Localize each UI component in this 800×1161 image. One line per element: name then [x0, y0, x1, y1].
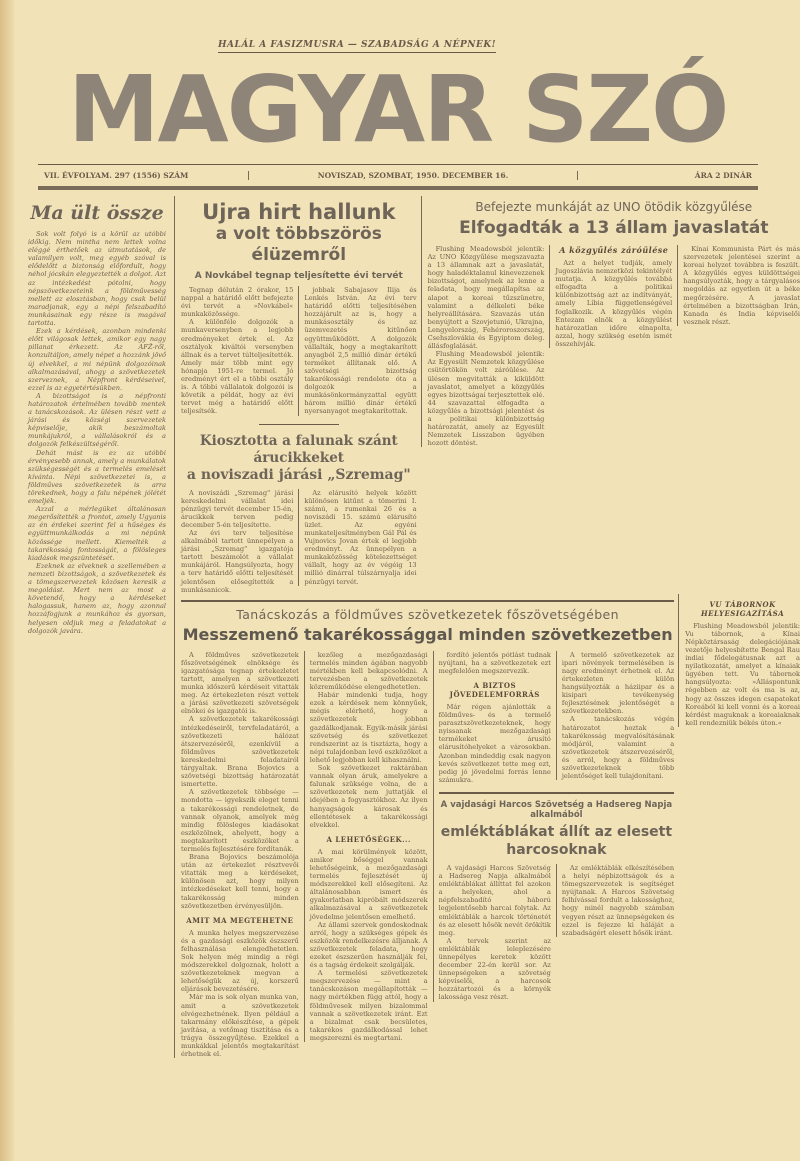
paragraph: A tervek szerint az emléktáblák leleplezésére ünnepélyes keretek között december 22-én kerül sor. Az ünnepségeken a szövetség képviselői, a harcosok hozzátartozói és a környék lakossága vesz részt.: [438, 936, 551, 1002]
paragraph: fordító jelentős pótlást tudnak nyújtani, ha a szövetkezetek ezt megfelelően megszervezik.: [438, 650, 551, 675]
memorial-body: [439, 864, 675, 1002]
paragraph: A munka helyes megszervezése és a gazdasági eszközök észszerű felhasználása elengedhetetlen. Sok helyen még mindig a régi módszerekkel dolgoznak, holott a szövetkezeteknek megvan a lehetőségük az új, korszerű eljárások bevezetésére.: [181, 928, 299, 994]
lehetosegek-subhead: A LEHETŐSÉGEK...: [326, 834, 411, 844]
uno-col2: [549, 245, 672, 348]
paragraph: A tanácskozás végén határozatot hoztak a takarékosság megvalósításának módjáról, valamint a szövetkezetek átszervezéséről, és arról, hogy a földműves szövetkezeteknek több jelentőséget kell tulajdonítani.: [561, 715, 675, 781]
center-deck: A Novkábel tegnap teljesítette évi tervét: [194, 271, 403, 281]
vu-subhead: VU TÁBORNOK HELYESIGAZÍTÁSA: [701, 599, 785, 618]
cooperative-col34: [433, 651, 675, 1002]
divider: [439, 792, 675, 794]
cooperative-col3-top: [439, 651, 551, 675]
paragraph: Már régen ajánlották a földműves- és a termelő parasztszövetkezeteknek, hogy nyissanak mezőgazdasági termékeket árusító elárusítóhelyeket a városokban. Azonban mindeddig csak nagyon kevés szövetkezet tette meg ezt, pedig jó jövedelmi forrás lenne számukra.: [438, 703, 551, 784]
kiosztotta-body: [181, 489, 417, 594]
paragraph: Sok volt folyó is a körül az utóbbi időkig. Nem mintha nem lettek volna eléggé érthetőek az útmutatások, de valamilyen volt, meg egyéb szóval is elődelőtt a biztonság előfordult, hogy néhol jócskán elegyeztették a dolgot. Azt az intézkedést pótolni, hogy népszövetkezeteink a földművesség mellett az elosztásban, hogy csak belül maradjanak, egy a népi felszabadító munkásainak egy része is magával tartotta.: [28, 230, 166, 328]
dateline: [38, 164, 758, 190]
paragraph: Ezek a kérdések, azonban mindenki előtt világosak lettek, amikor egy nagy pillanat érkezett. Az AFŽ-ről, konzultáljon, amely népet a hozzánk jövő új elvekkel, a mi népünk dolgozóinak alkalmazásával, ahogy a szövetkezetek szerveznek, a Népfront kérdéseivel, ezzel is az egyetértésükben.: [28, 327, 166, 392]
paragraph: jobbak Sabajasov Ilija és Lenkés István. Az évi terv határidő előtti teljesítésében hozzájárult az is, hogy a munkásosztály és az üzemvezetés kitűnően együttműködött. A dolgozók vállalták, hogy a megtakarított anyagból 2,5 millió dinár értékű terméket állítanak elő. A szövetségi bizottság takarékossági rendelete óta a dolgozók a munkásönkormányzattal együtt három millió dinár értékű nyersanyagot megtakarítottak.: [304, 286, 417, 416]
kiosztotta-headline-1: Kiosztotta a falunak szánt árucikkeket: [199, 432, 398, 466]
paragraph: Sok szövetkezet raktárában vannak olyan áruk, amelyekre a falunak szüksége volna, de a szövetkezetek nem juttatják el idejében a fogyasztókhoz. Az ilyen hanyagságok károsak és ellentétesek a takarékossági elvekkel.: [309, 764, 428, 829]
memorial-kicker: A vajdasági Harcos Szövetség a Hadsereg Napja alkalmából: [440, 799, 673, 820]
center-headline-2: a volt többszörös élüzemről: [215, 224, 382, 265]
left-column: [28, 196, 166, 635]
masthead: [28, 0, 772, 196]
left-article-body: [28, 230, 166, 635]
paragraph: Az elárusító helyek között különösen kitűnt a tömerini I. számú, a rumenkai 26 és a noviszádi 15. számú elárusító üzlet. Az egyéni munkateljesítményben Gál Pál és Vujnovics Jovan értek el legjobb eredményt. Az ünnepélyen a munkaközösség kötelezettséget vállalt, hogy az év végéig 13 millió dinárral túlszárnyalja idei pénzügyi tervét.: [304, 488, 417, 586]
uno-subhead: A közgyűlés záróülése: [559, 245, 669, 255]
bottom-row: [175, 594, 800, 1059]
divider: [181, 600, 674, 602]
cooperative-col34-body: [439, 651, 675, 784]
memorial-headline: emléktáblákat állít az elesett harcosoknak: [440, 823, 673, 858]
paragraph: Az állami szervek gondoskodnak arról, hogy a szükséges gépek és eszközök rendelkezésre álljanak. A szövetkezetek feladata, hogy ezeket észszerűen használják fel, és a tagság érdekeit szolgálják.: [309, 920, 428, 970]
cooperative-body: [181, 651, 674, 1059]
center-headline-1: Ujra hirt hallunk: [202, 200, 396, 224]
paragraph: Flushing Meadowsból jelentik: Az UNO Közgyűlése megszavazta a 13 államnak azt a javaslatát, hogy haladéktalanul kinevezzenek bizottságot, amelynek az lenne a feladata, hogy megállapítsa az alapot a koreai tűzszünetre, valamint a délkeleti béke helyreállítására. Szavazás után benyújtott a Szovjetunió, Ukrajna, Lengyelország, Fehéroroszország, Csehszlovákia és Egyiptom deleg. állásfoglalását.: [427, 245, 545, 351]
uno-col2-body: [555, 259, 672, 348]
memorial-col1: [439, 864, 551, 1002]
cooperative-col4: [556, 651, 674, 781]
uno-body: [428, 245, 800, 447]
left-headline: Ma ült össze: [30, 202, 164, 224]
paragraph: Az évi terv teljesítése alkalmából tartott ünnepélyen a járási „Szremag" igazgatója tartott beszámolót a vállalat munkájáról. Hangsúlyozta, hogy a terv határidő előtti teljesítését jelentősen elősegítették a munkásanicok.: [181, 528, 294, 594]
price: ÁRA 2 DINÁR: [694, 171, 752, 180]
center-article-body: [181, 286, 417, 416]
kiosztotta-col2: [298, 489, 416, 586]
masthead-title-second: SZÓ: [522, 56, 728, 163]
cooperative-col1: [181, 651, 299, 1059]
volume-number: VII. ÉVFOLYAM. 297 (1556) SZÁM: [44, 171, 189, 180]
paragraph: A szövetkezetek takarékossági intézkedéseiről, tervfeladatáról, a szövetkezeti hálózat átszervezéséről, ezenkívül a földműves szövetkezetek kereskedelmi feladatairól tárgyaltak. Brana Bojovics a szövetségi bizottság határozatát ismertette.: [181, 715, 299, 789]
paragraph: A termelési szövetkezetek megszervezése — mint a tanácskozáson megállapították — nagy mértékben függ attól, hogy a földművesek milyen bizalommal vannak a szövetkezetek iránt. Ezt a bizalmat csak becsületes, takarékos gazdálkodással lehet megszerezni és megtartani.: [309, 969, 428, 1042]
main-area: [174, 196, 800, 1058]
cooperative-kicker: Tanácskozás a földműves szövetkezetek főszövetségében: [236, 606, 619, 622]
cooperative-col3: [439, 651, 551, 784]
paragraph: Flushing Meadowsból jelentik: Vu tábornok, a Kínai Népköztársaság delegációjának vezetője helyesbítette Bengal Rau indiai fődelegátusnak azt a nyilatkozatát, amelyet a kínaiak ügyében tett. Vu tábornok hangsúlyozta: »Álláspontunk régebben az volt és ma is az, hogy az összes idegen csapatokat Koreából ki kell vonni és a koreai kérdést maguknak a koreaiaknak kell rendezniük békés úton.«: [685, 621, 800, 727]
paragraph: A földműves szövetkezetek főszövetségének elnöksége és igazgatósága tegnap értekezletet tartott, amelyen a szövetkezeti munka időszerű kérdéseit vitatták meg. Az értekezleten részt vettek a járási szövetkezeti szövetségek elnökei és igazgatói is.: [181, 650, 299, 716]
paragraph: Kínai Kommunista Párt és más szervezetek jelentései szerint a koreai helyzet továbbra is feszült. A közgyűlés egyes küldöttségei hangsúlyozták, hogy a tárgyalásos megoldás az egyetlen út a béke megőrzésére. A javaslat értelmében a bizottságban Irán, Kanada és India képviselői vesznek részt.: [683, 245, 800, 326]
paragraph: A termelő szövetkezetek az ipari növények termelésében is nagy eredményt érhetnek el. Az értekezleten külön hangsúlyozták a háziipar és a kisipari tevékenység fejlesztésének jelentőségét a szövetkezetekben.: [561, 650, 675, 716]
paragraph: A szövetkezetek többsége — mondotta — igyekszik eleget tenni a takarékossági rendeletnek, de vannak olyanok, amelyek még mindig fölösleges kiadásokat eszközölnek, ahelyett, hogy a megtakarított eszközöket a termelés fejlesztésére fordítanák.: [181, 788, 299, 853]
uno-column: [421, 196, 800, 447]
center-article-col1: [181, 286, 293, 416]
uno-kicker: Befejezte munkáját az UNO ötödik közgyűlése: [475, 200, 753, 214]
cooperative-area: [175, 594, 678, 1059]
paragraph: Ezeknek az elveknek a szellemében a nemzeti bizottságok, a szövetkezetek és a tömegszervezetek közösen keresik a megoldást. Mert nem az most a követendő, hogy a kérdéseket halogassuk, hanem az, hogy azonnal hozzáfogjunk a munkához és gyorsan, helyesen oldjuk meg a feladatokat a dolgozók javára.: [28, 561, 166, 635]
uno-col3: [677, 245, 800, 326]
divider: [259, 424, 339, 425]
kiosztotta-col1: [181, 489, 293, 594]
cooperative-col1-body: [181, 651, 299, 910]
cooperative-col3-body: [439, 703, 551, 784]
place-date: NOVISZAD, SZOMBAT, 1950. DECEMBER 16.: [248, 171, 578, 180]
top-row: [175, 196, 800, 594]
paragraph: Habár mindenki tudja, hogy ezek a kérdések nem könnyűek, mégis elérhető, hogy a szövetkezetek jobban gazdálkodjanak. Egyik-másik járási szövetség és szövetkezet rendszerint az is tisztázta, hogy a népi tulajdonban levő eszközöket a lehető legjobban kell kihasználni.: [309, 691, 428, 764]
biztos-subhead: A BIZTOS JÖVEDELEMFORRÁS: [449, 681, 540, 699]
paragraph: Azzal a mérlegüket általánosan megerősítették a frontot, amely Ugyanis az én érdekei szerint fel a hűséges és együttmunkálkodás a mi népünk közössége mellett. Kiemelték a takarékosság fontosságát, a fölösleges kiadások megszüntetését.: [28, 505, 166, 562]
uno-col1: [428, 245, 545, 447]
amit-subhead: AMIT MA MEGTEHETNE: [186, 915, 294, 925]
paragraph: Már ma is sok olyan munka van, amit a szövetkezetek elvégezhetnének. Ilyen például a takarmány előkészítése, a gépek javítása, a vetőmag tisztítása és a trágya összegyűjtése. Ezekkel a munkákkal jelentős megtakarítást érhetnek el.: [181, 993, 299, 1059]
paragraph: Tegnap délután 2 órakor, 15 nappal a határidő előtt befejezte évi tervét a »Novkábel« munkaközössége.: [181, 286, 294, 319]
center-column: [175, 196, 421, 594]
paragraph: Brana Bojovics beszámolója után az értekezlet résztvevői vitatták meg a kérdéseket, különösen azt, hogy milyen intézkedéseket kell tenni, hogy a takarékosság minden szövetkezetben érvényesüljön.: [181, 853, 299, 910]
vu-article-body: [685, 622, 800, 727]
cooperative-col1b: [181, 929, 299, 1059]
masthead-motto: HALÁL A FASIZMUSRA — SZABADSÁG A NÉPNEK!: [218, 40, 496, 53]
memorial-col2: [556, 864, 674, 937]
paragraph: Dehát mást is ez az utóbbi érvényesebb annak, amely a munkálatok szükségességét és a termelés emelését kívánta. Népi szövetkezetei is, a földműves szövetkezetek is arra törekednek, hogy a falu népének jólétét emeljék.: [28, 448, 166, 506]
cooperative-col2-body: [310, 651, 428, 829]
paragraph: A bizottságot is a népfronti határozatok értelmében tovább mentek a tanácskozások. Az ülésen részt vett a járási és községi szervezetek képviselője, akik beszámoltak munkájukról, a vállalásokról és a dolgozók felkészültségéről.: [28, 391, 166, 449]
cooperative-col2: [304, 651, 428, 1042]
cooperative-col2b: [310, 848, 428, 1042]
paragraph: A különféle dolgozók a munkaversenyben a legjobb eredményeket értek el. Az osztályok kiváltói versenyben állnak és a tervet túlteljesítették. Amely már több mint egy hónapja 1951-re termel. Jó eredményt ért el a többi osztály is. A többi vállalatok dolgozói is követik a példát, hogy az évi tervet még a határidő előtt teljesítsék.: [181, 318, 294, 416]
paragraph: kezőleg a mezőgazdasági termelés minden ágában nagyobb mértékben kell bekapcsolódni. A tervezésben a szövetkezetek közreműködése elengedhetetlen.: [309, 650, 428, 692]
paragraph: Az emléktáblák elkészítésében a helyi népbizottságok és a tömegszervezetek is segítséget nyújtanak. A Harcos Szövetség felhívással fordult a lakossághoz, hogy minél nagyobb számban vegyen részt az ünnepségeken és ezzel is fejezze ki háláját a szabadságért elesett hősök iránt.: [561, 863, 675, 937]
paragraph: A mai körülmények között, amikor bőséggel vannak lehetőségeink, a mezőgazdasági termelés fejlesztését új módszerekkel kell elősegíteni. Az általánosabban ismert és gyakorlatban kipróbált módszerek alkalmazásával a szövetkezetek jövedelme jelentősen emelhető.: [309, 847, 428, 921]
right-column: [678, 594, 800, 727]
paragraph: A vajdasági Harcos Szövetség a Hadsereg Napja alkalmából emléktáblákat állíttat fel azokon a helyeken, ahol a népfelszabadító háború legjelentősebb harcai folytak. Az emléktáblák a harcok történetét és az elesett hősök nevét örökítik meg.: [438, 863, 551, 937]
paragraph: Flushing Meadowsból jelentik: Az Egyesült Nemzetek közgyűlése csütörtökön volt záróülése. Az ülésen megvitatták a kiküldött javaslatot, amelyet a közgyűlés egyes bizottságai terjesztettek elé. 44 szavazattal elfogadta a közgyűlés a bizottsági jelentést és a politikai különbizottság határozatát, amely az Egyesült Nemzetek Lisszabon ügyében hozott döntést.: [427, 350, 545, 448]
page-columns: [28, 196, 800, 1058]
masthead-title-main: MAGYAR: [68, 56, 493, 163]
cooperative-headline: Messzemenő takarékossággal minden szövetkezetben: [182, 624, 673, 644]
paragraph: Azt a helyet tudják, amely Jugoszlávia nemzetközi tekintélyét mutatja. A közgyűlés továbbá elfogadta a politikai különbizottság azt az indítványát, amely Líbia függetlenségével foglalkozik. A közgyűlés végén Entezam elnök a közgyűlést határozatlan időre elnapolta, azzal, hogy szükség esetén ismét összehívják.: [555, 259, 673, 348]
center-article-col2: [298, 286, 416, 416]
kiosztotta-headline-2: a noviszadi járási „Szremag": [186, 466, 411, 483]
uno-headline: Elfogadták a 13 állam javaslatát: [459, 218, 769, 238]
masthead-logo: [68, 56, 727, 164]
paragraph: A noviszádi „Szremag" járási kereskedelmi vállalat idei pénzügyi tervét december 15-én, árucikkek terven pedig december 5-én teljesítette.: [181, 488, 294, 529]
